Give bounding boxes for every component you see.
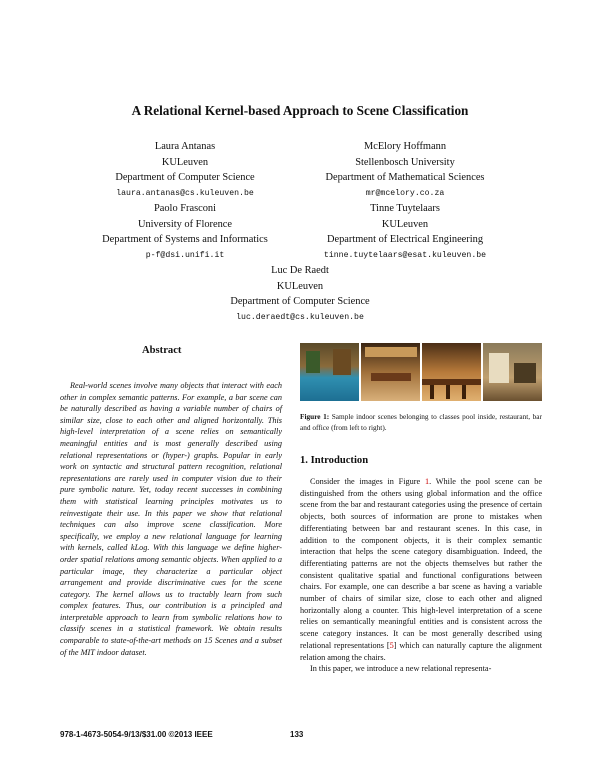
author-email[interactable]: p-f@dsi.unifi.it: [145, 250, 225, 260]
author-email[interactable]: luc.deraedt@cs.kuleuven.be: [236, 312, 364, 322]
introduction-paragraph-2: In this paper, we introduce a new relational representa-: [310, 664, 492, 674]
author-name: Paolo Frasconi: [153, 203, 217, 214]
figure-reference-link[interactable]: 1: [424, 477, 430, 486]
introduction-paragraph-1: Consider the images in Figure 1. While the pool scene can be distinguished from the others using global information and the office scene from the bar and restaurant categories using the presence of certain objects, both sources of information are prone to mistakes when differentiating between bar and restaurant scenes. In this case, in addition to the component objects, it is their complex semantic interaction that helps the scene category disambiguation. Indeed, the differentiating patterns are not the objects themselves but rather the consistent qualitative spatial and functional configurations between chairs. For example, one can describe a bar scene as having a variable number of chairs of similar size, close to each other and aligned horizontally along a counter. This high-level interpretation of a scene relies on semantically meaningful entities and is consistent across the scene category instances. It can be most generally described using relational representations [5] which can naturally capture the alignment relation among the chairs.: [300, 477, 542, 662]
author-block-deraedt: [180, 263, 420, 325]
author-name: McElory Hoffmann: [363, 141, 447, 152]
author-department: Department of Systems and Informatics: [102, 234, 268, 245]
footer-isbn: 978-1-4673-5054-9/13/$31.00 ©2013 IEEE: [60, 730, 213, 739]
page-number: 133: [290, 730, 304, 739]
figure-1-image-strip: [300, 343, 542, 401]
author-block-frasconi: [85, 201, 285, 263]
bar-scene-image: [422, 343, 481, 401]
author-affiliation: KULeuven: [276, 280, 324, 292]
author-email[interactable]: laura.antanas@cs.kuleuven.be: [116, 188, 254, 198]
abstract-heading: Abstract: [142, 345, 182, 356]
restaurant-scene-image: [361, 343, 420, 401]
author-affiliation: University of Florence: [137, 218, 233, 230]
caption-label: Figure 1:: [300, 412, 330, 421]
author-name: Tinne Tuytelaars: [370, 203, 440, 214]
author-name: Laura Antanas: [154, 141, 216, 152]
figure-1-caption: [300, 412, 542, 433]
pool-scene-image: [300, 343, 359, 401]
introduction-heading: 1. Introduction: [300, 455, 369, 466]
author-block-tuytelaars: [290, 201, 520, 263]
author-affiliation: Stellenbosch University: [355, 156, 455, 168]
author-block-hoffmann: [290, 139, 520, 201]
introduction-text: [300, 476, 542, 675]
caption-text: Sample indoor scenes belonging to classes pool inside, restaurant, bar and office (from left to right).: [300, 412, 542, 432]
paper-title: A Relational Kernel-based Approach to Scene Classification: [131, 103, 469, 118]
abstract-text: Real-world scenes involve many objects that interact with each other in complex semantic patterns. For example, a bar scene can be naturally described as having a variable number of chairs of similar size, close to each other and aligned horizontally. This high-level interpretation of a scene relies on semantically meaningful entities and is most generally described using relational representations or (hyper-) graphs. Popular in early work on syntactic and structural pattern recognition, relational representations are rarely used in computer vision due to their pure symbolic nature. Yet, today recent successes in combining them with statistical learning principles motivates us to reinvestigate their use. In this paper we show that relational techniques can also improve scene classification. More specifically, we employ a new relational language for learning with kernels, called kLog. With this language we define higher-order spatial relations among semantic objects. When applied to a particular image, they characterize a particular object arrangement and provide discriminative cues for the scene category. The kernel allows us to tractably learn from such complex features. Thus, our contribution is a principled and interpretable approach to learn from symbolic relations how to classify scenes in a statistical framework. We obtain results comparable to state-of-the-art methods on 15 Scenes and a subset of the MIT indoor dataset.: [60, 381, 282, 657]
author-department: Department of Computer Science: [230, 296, 370, 307]
author-name: Luc De Raedt: [271, 265, 329, 276]
author-affiliation: KULeuven: [161, 156, 209, 168]
author-department: Department of Mathematical Sciences: [325, 172, 485, 183]
author-email[interactable]: mr@mcelory.co.za: [365, 188, 445, 198]
office-scene-image: [483, 343, 542, 401]
author-affiliation: KULeuven: [381, 218, 429, 230]
citation-link[interactable]: 5: [389, 640, 394, 650]
author-email[interactable]: tinne.tuytelaars@esat.kuleuven.be: [323, 250, 487, 260]
author-block-antanas: [85, 139, 285, 201]
author-department: Department of Computer Science: [115, 172, 255, 183]
author-department: Department of Electrical Engineering: [326, 234, 484, 245]
